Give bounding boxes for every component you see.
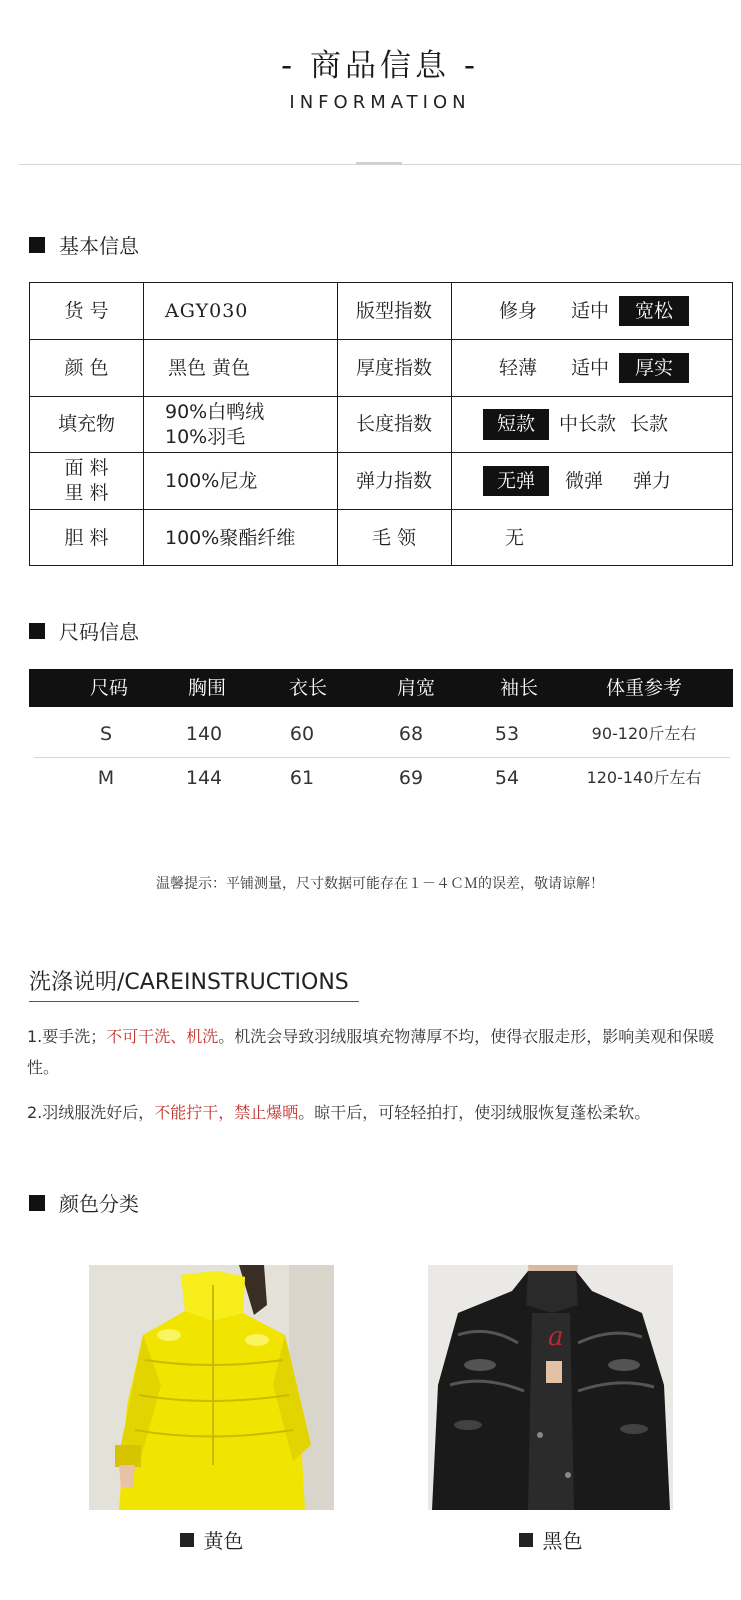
info-label-fabric-lining: 面 料 里 料 (64, 457, 109, 504)
option-long: 长款 (630, 413, 669, 436)
square-bullet-icon (29, 623, 45, 639)
page-subtitle: INFORMATION (289, 92, 471, 113)
section-heading-colors: 颜色分类 (29, 1188, 139, 1217)
square-bullet-icon (180, 1533, 194, 1547)
section-heading-basic: 基本信息 (29, 230, 139, 259)
option-light: 轻薄 (499, 356, 538, 379)
option-thick-selected: 厚实 (619, 353, 689, 384)
section-heading-size: 尺码信息 (29, 616, 139, 645)
info-label-item-no: 货 号 (64, 299, 109, 322)
length-options (451, 397, 734, 452)
stretch-options (451, 453, 734, 509)
option-slim: 修身 (499, 299, 538, 322)
info-attr-length: 长度指数 (355, 413, 432, 436)
square-bullet-icon (29, 1195, 45, 1211)
header-divider-mark (356, 162, 402, 165)
thickness-options (451, 340, 734, 396)
col-size: 尺码 (89, 677, 128, 699)
option-short-selected: 短款 (483, 409, 549, 440)
option-regular: 适中 (571, 299, 610, 322)
color-caption-black: 黑色 (428, 1525, 673, 1554)
col-shoulder: 肩宽 (396, 677, 435, 699)
table-row: M 144 61 69 54 120-140斤左右 (97, 767, 702, 789)
option-medium: 适中 (571, 356, 610, 379)
col-sleeve: 袖长 (499, 677, 538, 699)
page-title: - 商品信息 - (280, 48, 480, 84)
info-value-color: 黑色 黄色 (168, 356, 251, 379)
info-label-inner: 胆 料 (64, 526, 109, 549)
info-value-filling: 90%白鸭绒 10%羽毛 (165, 400, 265, 448)
info-attr-stretch: 弹力指数 (355, 469, 432, 492)
info-value-fur-collar: 无 (505, 526, 525, 549)
option-no-stretch-selected: 无弹 (483, 466, 549, 497)
col-chest: 胸围 (187, 677, 226, 699)
info-attr-fur-collar: 毛 领 (371, 526, 417, 549)
measurement-tip: 温馨提示：平铺测量，尺寸数据可能存在１－４ＣＭ的误差，敬请谅解！ (156, 876, 604, 892)
svg-text:a: a (548, 1322, 564, 1352)
care-paragraph-2: 2.羽绒服洗好后，不能拧干，禁止爆晒。晾干后，可轻轻拍打，使羽绒服恢复蓬松柔软。 (27, 1103, 651, 1122)
basic-info-table (29, 282, 733, 566)
square-bullet-icon (519, 1533, 533, 1547)
info-label-filling: 填充物 (57, 413, 115, 436)
table-row: S 140 60 68 53 90-120斤左右 (99, 723, 697, 745)
option-stretch: 弹力 (633, 469, 672, 492)
yellow-jacket-photo (89, 1265, 334, 1510)
col-length: 衣长 (288, 677, 327, 699)
option-mid-length: 中长款 (559, 413, 617, 436)
info-label-color: 颜 色 (64, 356, 109, 379)
option-loose-selected: 宽松 (619, 296, 689, 327)
size-table-header (29, 669, 733, 707)
black-jacket-photo (428, 1265, 673, 1510)
info-value-item-no: AGY030 (165, 299, 249, 322)
info-attr-thickness: 厚度指数 (355, 356, 432, 379)
care-title: 洗涤说明/CAREINSTRUCTIONS (29, 970, 349, 995)
care-paragraph-1: 1.要手洗；不可干洗、机洗。机洗会导致羽绒服填充物薄厚不均，使得衣服走形，影响美观和保暖性。 (27, 1027, 715, 1077)
info-value-inner: 100%聚酯纤维 (165, 526, 296, 549)
care-title-underline (29, 1001, 359, 1002)
col-weight: 体重参考 (605, 677, 682, 699)
info-value-fabric: 100%尼龙 (165, 469, 258, 492)
color-caption-yellow: 黄色 (89, 1525, 334, 1554)
fit-options (451, 283, 734, 339)
square-bullet-icon (29, 237, 45, 253)
option-slight-stretch: 微弹 (565, 469, 604, 492)
info-attr-fit: 版型指数 (355, 299, 432, 322)
